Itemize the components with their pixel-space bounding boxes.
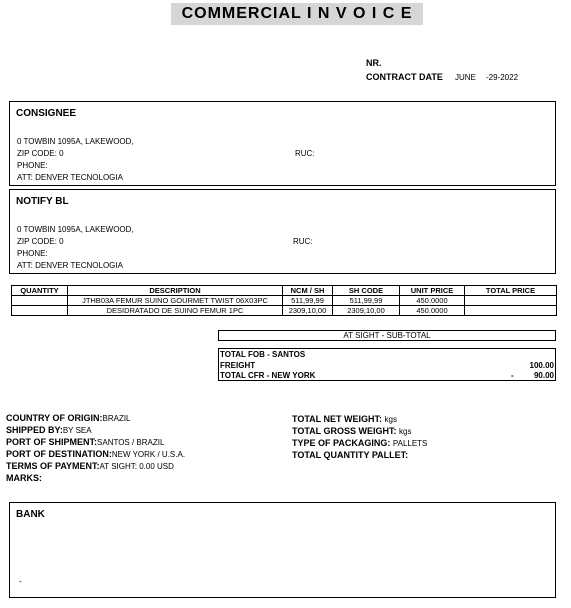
cell-quantity bbox=[12, 306, 68, 316]
cell-total-price bbox=[465, 296, 557, 306]
cell-unit-price: 450.0000 bbox=[400, 296, 465, 306]
cell-quantity bbox=[12, 296, 68, 306]
total-quantity-pallet: TOTAL QUANTITY PALLET: bbox=[292, 450, 409, 460]
total-fob-label: TOTAL FOB - SANTOS bbox=[220, 350, 306, 359]
total-cfr-label: TOTAL CFR - NEW YORK bbox=[220, 371, 316, 380]
nr-label: NR. bbox=[366, 58, 382, 68]
notify-att: ATT: DENVER TECNOLOGIA bbox=[17, 261, 123, 270]
invoice-title: COMMERCIAL I N V O I C E bbox=[171, 3, 423, 25]
table-row bbox=[12, 296, 557, 306]
notify-phone: PHONE: bbox=[17, 249, 48, 258]
country-of-origin: COUNTRY OF ORIGIN:BRAZIL bbox=[6, 413, 131, 423]
cell-description: JTHB03A FEMUR SUINO GOURMET TWIST 06X03PC bbox=[68, 296, 283, 306]
col-sh-code: SH CODE bbox=[333, 286, 400, 296]
notify-ruc: RUC: bbox=[293, 237, 313, 246]
consignee-address: 0 TOWBIN 1095A, LAKEWOOD, bbox=[17, 137, 134, 146]
col-quantity: QUANTITY bbox=[12, 286, 68, 296]
contract-date-day-year: -29-2022 bbox=[486, 73, 519, 82]
type-of-packaging: TYPE OF PACKAGING: PALLETS bbox=[292, 438, 428, 448]
total-net-weight: TOTAL NET WEIGHT: kgs bbox=[292, 414, 397, 424]
bank-title: BANK bbox=[16, 509, 45, 520]
col-ncm: NCM / SH bbox=[283, 286, 333, 296]
cell-ncm: 2309,10,00 bbox=[283, 306, 333, 316]
notify-zip: ZIP CODE: 0 bbox=[17, 237, 64, 246]
consignee-phone: PHONE: bbox=[17, 161, 48, 170]
total-cfr-sign: - bbox=[511, 371, 514, 380]
cell-description: DESIDRATADO DE SUINO FEMUR 1PC bbox=[68, 306, 283, 316]
freight-label: FREIGHT bbox=[220, 361, 256, 370]
consignee-ruc: RUC: bbox=[295, 149, 315, 158]
cell-sh-code: 2309,10,00 bbox=[333, 306, 400, 316]
notify-address: 0 TOWBIN 1095A, LAKEWOOD, bbox=[17, 225, 134, 234]
cell-ncm: 511,99,99 bbox=[283, 296, 333, 306]
freight-value: 100.00 bbox=[529, 361, 554, 370]
contract-date-label: CONTRACT DATE bbox=[366, 72, 443, 82]
bank-note: - bbox=[19, 577, 22, 586]
totals-box bbox=[218, 348, 556, 381]
port-of-shipment: PORT OF SHIPMENT:SANTOS / BRAZIL bbox=[6, 437, 165, 447]
table-row bbox=[12, 306, 557, 316]
subtotal-label: AT SIGHT - SUB-TOTAL bbox=[343, 331, 431, 340]
cell-total-price bbox=[465, 306, 557, 316]
marks: MARKS: bbox=[6, 473, 42, 483]
consignee-att: ATT: DENVER TECNOLOGIA bbox=[17, 173, 123, 182]
consignee-box bbox=[9, 101, 556, 186]
port-of-destination: PORT OF DESTINATION:NEW YORK / U.S.A. bbox=[6, 449, 186, 459]
notify-title: NOTIFY BL bbox=[16, 196, 69, 207]
notify-box bbox=[9, 189, 556, 274]
bank-box bbox=[9, 502, 556, 598]
col-total-price: TOTAL PRICE bbox=[465, 286, 557, 296]
shipped-by: SHIPPED BY:BY SEA bbox=[6, 425, 92, 435]
terms-of-payment: TERMS OF PAYMENT:AT SIGHT: 0.00 USD bbox=[6, 461, 174, 471]
total-gross-weight: TOTAL GROSS WEIGHT: kgs bbox=[292, 426, 412, 436]
col-unit-price: UNIT PRICE bbox=[400, 286, 465, 296]
cell-unit-price: 450.0000 bbox=[400, 306, 465, 316]
consignee-zip: ZIP CODE: 0 bbox=[17, 149, 64, 158]
items-header-row bbox=[12, 286, 557, 296]
contract-date-month: JUNE bbox=[455, 73, 476, 82]
total-cfr-value: 90.00 bbox=[533, 371, 554, 380]
items-table bbox=[11, 285, 557, 316]
subtotal-bar bbox=[218, 330, 556, 341]
cell-sh-code: 511,99,99 bbox=[333, 296, 400, 306]
consignee-title: CONSIGNEE bbox=[16, 108, 77, 119]
col-description: DESCRIPTION bbox=[68, 286, 283, 296]
